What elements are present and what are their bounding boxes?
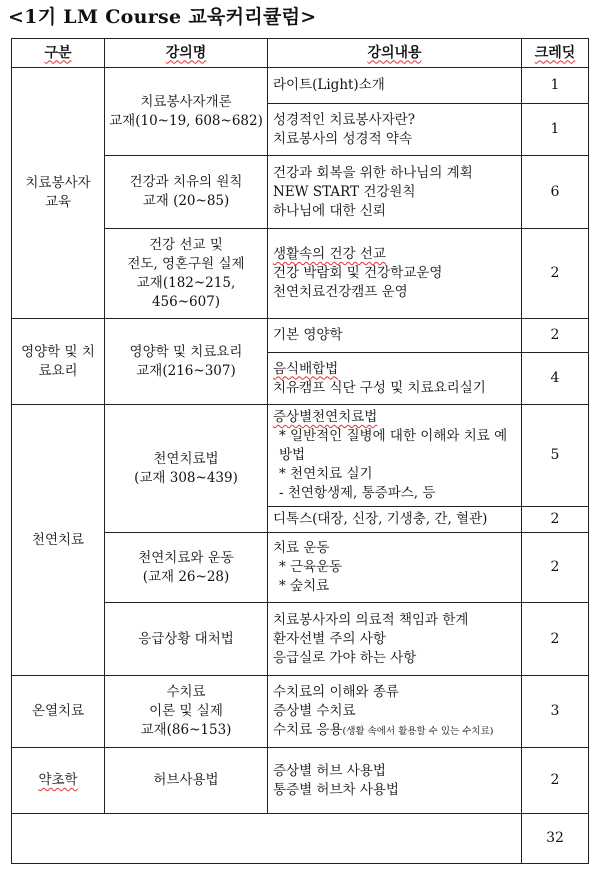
content-cell: 건강과 회복을 위한 하나님의 계획 NEW START 건강원칙 하나님에 대한 신뢰 bbox=[268, 156, 522, 229]
table-row bbox=[12, 68, 589, 104]
category-cell: 온열치료 bbox=[12, 676, 105, 748]
lecture-cell: 치료봉사자개론 교재(10~19, 608~682) bbox=[105, 68, 268, 156]
credit-cell: 2 bbox=[522, 533, 589, 603]
table-row bbox=[12, 319, 589, 353]
header-row bbox=[12, 39, 589, 68]
lecture-cell: 천연치료와 운동 (교재 26~28) bbox=[105, 533, 268, 603]
content-cell: 증상별천연치료법 * 일반적인 질병에 대한 이해와 치료 예방법 * 천연치료 실기 - 천연항생제, 통증파스, 등 bbox=[268, 405, 522, 507]
credit-cell: 5 bbox=[522, 405, 589, 507]
content-cell: 증상별 허브 사용법 통증별 허브차 사용법 bbox=[268, 748, 522, 814]
lecture-cell: 수치료 이론 및 실제 교재(86~153) bbox=[105, 676, 268, 748]
category-cell: 영양학 및 치료요리 bbox=[12, 319, 105, 405]
header-credit: 크레딧 bbox=[522, 39, 589, 68]
lecture-cell: 허브사용법 bbox=[105, 748, 268, 814]
content-cell: 치료봉사자의 의료적 책임과 한계 환자선별 주의 사항 응급실로 가야 하는 사항 bbox=[268, 603, 522, 676]
total-label-cell bbox=[12, 814, 522, 864]
content-cell: 성경적인 치료봉사자란? 치료봉사의 성경적 약속 bbox=[268, 104, 522, 156]
category-cell: 천연치료 bbox=[12, 405, 105, 676]
table-row bbox=[12, 405, 589, 507]
lecture-cell: 영양학 및 치료요리 교재(216~307) bbox=[105, 319, 268, 405]
category-cell: 약초학 bbox=[12, 748, 105, 814]
content-cell: 음식배합법 치유캠프 식단 구성 및 치료요리실기 bbox=[268, 353, 522, 405]
total-credit-cell: 32 bbox=[522, 814, 589, 864]
credit-cell: 2 bbox=[522, 229, 589, 319]
lecture-cell: 응급상황 대처법 bbox=[105, 603, 268, 676]
content-cell: 디톡스(대장, 신장, 기생충, 간, 혈관) bbox=[268, 507, 522, 533]
credit-cell: 4 bbox=[522, 353, 589, 405]
header-content: 강의내용 bbox=[268, 39, 522, 68]
header-category: 구분 bbox=[12, 39, 105, 68]
table-row bbox=[12, 748, 589, 814]
page-title: <1기 LM Course 교육커리큘럼> bbox=[8, 6, 317, 28]
credit-cell: 2 bbox=[522, 748, 589, 814]
credit-cell: 2 bbox=[522, 603, 589, 676]
credit-cell: 3 bbox=[522, 676, 589, 748]
category-cell: 치료봉사자 교육 bbox=[12, 68, 105, 319]
total-row bbox=[12, 814, 589, 864]
lecture-cell: 건강과 치유의 원칙 교재 (20~85) bbox=[105, 156, 268, 229]
lecture-cell: 건강 선교 및 전도, 영혼구원 실제 교재(182~215, 456~607) bbox=[105, 229, 268, 319]
content-cell: 생활속의 건강 선교 건강 박람회 및 건강학교운영 천연치료건강캠프 운영 bbox=[268, 229, 522, 319]
credit-cell: 1 bbox=[522, 68, 589, 104]
table-row bbox=[12, 676, 589, 748]
curriculum-table bbox=[11, 38, 589, 864]
credit-cell: 6 bbox=[522, 156, 589, 229]
content-cell: 수치료의 이해와 종류 증상별 수치료 수치료 응용(생활 속에서 활용할 수 있는 수치료) bbox=[268, 676, 522, 748]
credit-cell: 2 bbox=[522, 507, 589, 533]
credit-cell: 2 bbox=[522, 319, 589, 353]
lecture-cell: 천연치료법 (교재 308~439) bbox=[105, 405, 268, 533]
content-cell: 라이트(Light)소개 bbox=[268, 68, 522, 104]
credit-cell: 1 bbox=[522, 104, 589, 156]
content-cell: 치료 운동 * 근육운동 * 숲치료 bbox=[268, 533, 522, 603]
header-lecture: 강의명 bbox=[105, 39, 268, 68]
content-cell: 기본 영양학 bbox=[268, 319, 522, 353]
